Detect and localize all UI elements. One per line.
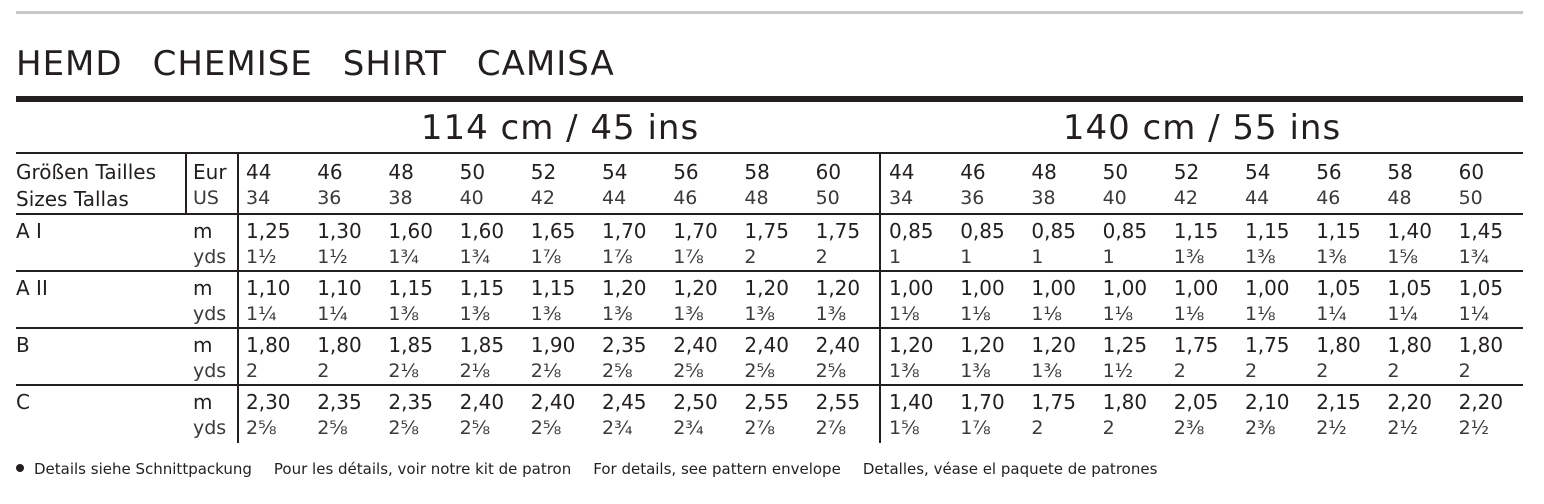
meters-value: 2,35	[388, 390, 433, 414]
fabric-width-114: 114 cm / 45 ins	[420, 108, 700, 148]
view-label: A I	[16, 219, 42, 243]
meters-value: 1,80	[1387, 333, 1432, 357]
yards-value: 1⅜	[602, 303, 633, 325]
meters-value: 1,60	[388, 219, 433, 243]
footer-en: For details, see pattern envelope	[593, 460, 841, 478]
footer-fr: Pour les détails, voir notre kit de patron	[273, 460, 572, 478]
bullet-icon	[16, 464, 24, 472]
yards-value: 1⅜	[1316, 246, 1347, 268]
footer-de: Details siehe Schnittpackung	[34, 460, 252, 478]
yards-value: 2	[1245, 360, 1258, 382]
yards-value: 1⅜	[1245, 246, 1276, 268]
yards-value: 2	[1031, 417, 1044, 439]
yards-value: 2	[1316, 360, 1329, 382]
meters-value: 1,90	[530, 333, 576, 357]
size-us: 36	[317, 187, 342, 209]
size-us: 40	[459, 187, 484, 209]
meters-value: 1,15	[1316, 219, 1361, 243]
yards-value: 2½	[1316, 417, 1347, 439]
title-es: CAMISA	[476, 44, 615, 84]
size-label-de-fr: Größen Tailles	[16, 160, 157, 184]
size-us: 44	[602, 187, 627, 209]
yards-value: 1⅜	[744, 303, 775, 325]
yards-value: 1½	[1102, 360, 1134, 382]
yards-value: 1⅞	[602, 246, 633, 268]
yards-value: 1⅜	[1173, 246, 1205, 268]
meters-value: 1,20	[744, 276, 789, 300]
meters-value: 1,20	[602, 276, 647, 300]
size-eur: 46	[317, 160, 343, 184]
yards-value: 2	[1102, 417, 1115, 439]
meters-value: 1,70	[960, 390, 1005, 414]
table-rule	[16, 152, 1523, 154]
yards-value: 1⅛	[1173, 303, 1205, 325]
yards-value: 1⅜	[960, 360, 991, 382]
meters-value: 1,00	[889, 276, 934, 300]
meters-value: 1,05	[1387, 276, 1432, 300]
yards-value: 1	[889, 246, 902, 268]
yards-value: 1¼	[1458, 303, 1490, 325]
size-us: 42	[1173, 187, 1198, 209]
size-eur: 54	[1245, 160, 1271, 184]
meters-value: 1,75	[744, 219, 789, 243]
yards-value: 1¼	[1387, 303, 1418, 325]
size-us: 34	[889, 187, 914, 209]
yards-value: 1⅜	[1031, 360, 1062, 382]
yards-value: 1	[1102, 246, 1115, 268]
size-eur: 46	[960, 160, 986, 184]
size-eur: 48	[388, 160, 414, 184]
yards-value: 1½	[317, 246, 348, 268]
unit-meters: m	[193, 219, 213, 243]
yards-value: 2	[1173, 360, 1186, 382]
title-fr: CHEMISE	[152, 44, 313, 84]
yards-value: 2⅛	[388, 360, 419, 382]
yards-value: 2¾	[673, 417, 704, 439]
meters-value: 2,45	[602, 390, 647, 414]
size-eur: 44	[246, 160, 272, 184]
size-eur: 54	[602, 160, 628, 184]
meters-value: 1,80	[1102, 390, 1148, 414]
yards-value: 2½	[1458, 417, 1490, 439]
size-eur: 60	[815, 160, 842, 184]
yards-value: 1⅛	[960, 303, 991, 325]
meters-value: 1,30	[317, 219, 362, 243]
yards-value: 1¾	[459, 246, 491, 268]
yards-value: 2⅞	[744, 417, 775, 439]
yards-value: 2¾	[602, 417, 633, 439]
meters-value: 1,10	[317, 276, 362, 300]
view-label: A II	[16, 276, 48, 300]
meters-value: 1,80	[1458, 333, 1504, 357]
yards-value: 1⅝	[889, 417, 920, 439]
yards-value: 2⅛	[459, 360, 491, 382]
meters-value: 1,45	[1458, 219, 1504, 243]
size-eur: 44	[889, 160, 915, 184]
meters-value: 1,75	[1031, 390, 1076, 414]
meters-value: 1,75	[815, 219, 861, 243]
table-row	[0, 219, 1544, 275]
meters-value: 2,30	[246, 390, 291, 414]
meters-value: 1,00	[960, 276, 1005, 300]
meters-value: 1,75	[1173, 333, 1219, 357]
meters-value: 2,55	[744, 390, 789, 414]
unit-yards: yds	[193, 303, 227, 325]
meters-value: 1,15	[1245, 219, 1290, 243]
yards-value: 2⅝	[459, 417, 491, 439]
meters-value: 1,15	[459, 276, 505, 300]
meters-value: 1,65	[530, 219, 576, 243]
yards-value: 1⅜	[673, 303, 704, 325]
fabric-width-140: 140 cm / 55 ins	[1062, 108, 1342, 148]
yards-value: 2	[246, 360, 259, 382]
size-eur: 48	[1031, 160, 1057, 184]
page-title	[16, 44, 645, 84]
meters-value: 1,25	[1102, 333, 1148, 357]
meters-value: 2,50	[673, 390, 718, 414]
view-label: B	[16, 333, 30, 357]
yards-value: 2⅝	[388, 417, 419, 439]
yards-value: 1⅜	[815, 303, 847, 325]
size-us: 50	[815, 187, 840, 209]
yards-value: 2⅛	[530, 360, 562, 382]
top-divider	[16, 11, 1523, 14]
meters-value: 2,40	[530, 390, 576, 414]
yards-value: 1⅛	[889, 303, 920, 325]
yards-value: 1¾	[1458, 246, 1490, 268]
meters-value: 2,15	[1316, 390, 1361, 414]
meters-value: 1,75	[1245, 333, 1290, 357]
table-row	[0, 390, 1544, 446]
meters-value: 1,40	[889, 390, 934, 414]
yards-value: 1⅞	[960, 417, 991, 439]
unit-yards: yds	[193, 246, 227, 268]
meters-value: 1,70	[602, 219, 647, 243]
size-eur: 58	[1387, 160, 1413, 184]
yards-value: 2⅜	[1245, 417, 1276, 439]
meters-value: 1,00	[1102, 276, 1148, 300]
size-us: 48	[1387, 187, 1412, 209]
size-eur: 50	[459, 160, 486, 184]
size-us: 46	[1316, 187, 1341, 209]
meters-value: 1,85	[459, 333, 505, 357]
yards-value: 1⅛	[1102, 303, 1134, 325]
meters-value: 1,80	[317, 333, 362, 357]
meters-value: 2,20	[1387, 390, 1432, 414]
yards-value: 1⅜	[388, 303, 419, 325]
size-eur: 58	[744, 160, 770, 184]
meters-value: 1,20	[1031, 333, 1076, 357]
meters-value: 1,10	[246, 276, 291, 300]
meters-value: 1,20	[815, 276, 861, 300]
meters-value: 1,05	[1458, 276, 1504, 300]
yards-value: 1¾	[388, 246, 419, 268]
meters-value: 1,00	[1173, 276, 1219, 300]
yards-value: 1⅞	[530, 246, 562, 268]
size-us: 38	[388, 187, 413, 209]
yards-value: 2	[744, 246, 757, 268]
unit-yards: yds	[193, 417, 227, 439]
yards-value: 2⅞	[815, 417, 847, 439]
footer-es: Detalles, véase el paquete de patrones	[862, 460, 1158, 478]
meters-value: 1,80	[1316, 333, 1361, 357]
unit-us: US	[193, 187, 219, 209]
size-us: 42	[530, 187, 555, 209]
meters-value: 1,00	[1245, 276, 1290, 300]
unit-meters: m	[193, 333, 213, 357]
meters-value: 2,10	[1245, 390, 1290, 414]
yards-value: 1⅜	[459, 303, 491, 325]
yards-value: 1⅜	[530, 303, 562, 325]
meters-value: 1,20	[673, 276, 718, 300]
meters-value: 1,15	[530, 276, 576, 300]
meters-value: 1,85	[388, 333, 433, 357]
yards-value: 2	[1458, 360, 1471, 382]
yards-value: 2⅝	[246, 417, 277, 439]
size-us: 36	[960, 187, 985, 209]
yards-value: 2⅝	[815, 360, 847, 382]
yards-value: 1½	[246, 246, 277, 268]
size-header-row	[0, 160, 1544, 216]
meters-value: 2,05	[1173, 390, 1219, 414]
meters-value: 1,25	[246, 219, 291, 243]
yards-value: 2⅝	[673, 360, 704, 382]
size-label-en-es: Sizes Tallas	[16, 187, 129, 211]
meters-value: 0,85	[960, 219, 1005, 243]
meters-value: 1,20	[889, 333, 934, 357]
meters-value: 0,85	[1031, 219, 1076, 243]
size-us: 44	[1245, 187, 1270, 209]
yards-value: 1	[960, 246, 973, 268]
size-eur: 56	[673, 160, 699, 184]
unit-yards: yds	[193, 360, 227, 382]
yards-value: 2	[1387, 360, 1400, 382]
yards-value: 1⅞	[673, 246, 704, 268]
size-us: 40	[1102, 187, 1127, 209]
yards-value: 2⅝	[317, 417, 348, 439]
yards-value: 2	[815, 246, 828, 268]
meters-value: 2,40	[815, 333, 861, 357]
size-eur: 52	[530, 160, 557, 184]
meters-value: 1,20	[960, 333, 1005, 357]
yards-value: 1⅛	[1245, 303, 1276, 325]
meters-value: 0,85	[889, 219, 934, 243]
footer-note	[16, 460, 1179, 478]
meters-value: 1,60	[459, 219, 505, 243]
meters-value: 2,40	[673, 333, 718, 357]
size-us: 38	[1031, 187, 1056, 209]
meters-value: 1,70	[673, 219, 718, 243]
size-us: 48	[744, 187, 769, 209]
yards-value: 1¼	[246, 303, 277, 325]
title-divider	[16, 96, 1523, 102]
size-eur: 52	[1173, 160, 1200, 184]
size-eur: 56	[1316, 160, 1342, 184]
meters-value: 2,35	[317, 390, 362, 414]
meters-value: 2,20	[1458, 390, 1504, 414]
meters-value: 1,15	[1173, 219, 1219, 243]
table-row	[0, 333, 1544, 389]
yards-value: 1⅛	[1031, 303, 1062, 325]
table-row	[0, 276, 1544, 332]
title-de: HEMD	[16, 44, 123, 84]
unit-meters: m	[193, 390, 213, 414]
yards-value: 1¼	[1316, 303, 1347, 325]
yards-value: 2½	[1387, 417, 1418, 439]
yards-value: 1⅜	[889, 360, 920, 382]
yards-value: 2⅝	[744, 360, 775, 382]
yards-value: 2	[317, 360, 330, 382]
meters-value: 2,40	[744, 333, 789, 357]
view-label: C	[16, 390, 30, 414]
meters-value: 1,80	[246, 333, 291, 357]
size-us: 46	[673, 187, 698, 209]
yards-value: 2⅝	[530, 417, 562, 439]
unit-meters: m	[193, 276, 213, 300]
yards-value: 1¼	[317, 303, 348, 325]
meters-value: 2,55	[815, 390, 861, 414]
size-eur: 50	[1102, 160, 1129, 184]
meters-value: 2,35	[602, 333, 647, 357]
meters-value: 2,40	[459, 390, 505, 414]
yards-value: 2⅜	[1173, 417, 1205, 439]
title-en: SHIRT	[342, 44, 447, 84]
meters-value: 1,05	[1316, 276, 1361, 300]
size-us: 50	[1458, 187, 1483, 209]
unit-eur: Eur	[193, 160, 227, 184]
yards-value: 2⅝	[602, 360, 633, 382]
size-us: 34	[246, 187, 271, 209]
yards-value: 1	[1031, 246, 1044, 268]
meters-value: 1,00	[1031, 276, 1076, 300]
meters-value: 0,85	[1102, 219, 1148, 243]
yards-value: 1⅝	[1387, 246, 1418, 268]
size-eur: 60	[1458, 160, 1485, 184]
meters-value: 1,40	[1387, 219, 1432, 243]
meters-value: 1,15	[388, 276, 433, 300]
